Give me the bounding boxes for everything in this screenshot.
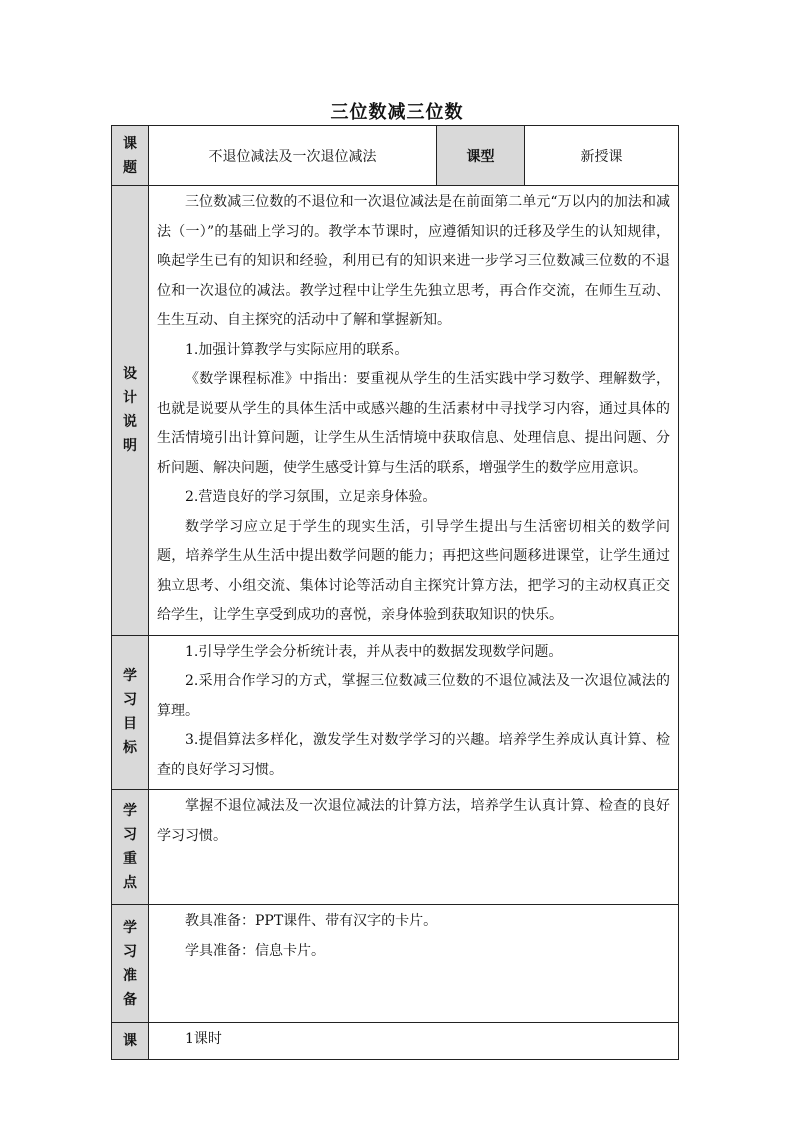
design-label: 设 计 说 明 (112, 186, 149, 636)
topic-row (112, 126, 679, 186)
lesson-type-label: 课型 (437, 126, 525, 186)
lesson-plan-table (111, 125, 679, 1060)
key-points-label: 学 习 重 点 (112, 790, 149, 905)
preparation-label: 学 习 准 备 (112, 905, 149, 1023)
lesson-type-value: 新授课 (525, 126, 679, 186)
hours-value: 1课时 (185, 1031, 222, 1047)
design-paragraph: 2.营造良好的学习氛围，立足亲身体验。 (185, 489, 437, 505)
hours-label: 课 (112, 1023, 149, 1060)
topic-value: 不退位减法及一次退位减法 (149, 126, 437, 186)
design-paragraph: 三位数减三位数的不退位和一次退位减法是在前面第二单元“万以内的加法和减法（一）”的基础上学习的。教学本节课时，应遵循知识的迁移及学生的认知规律，唤起学生已有的知识和经验，利用已有的知识来进一步学习三位数减三位数的不退位和一次退位的减法。教学过程中让学生先独立思考，再合作交流，在师生互动、生生互动、自主探究的活动中了解和掌握新知。 (157, 194, 670, 328)
key-points-row (112, 790, 679, 905)
design-content (149, 186, 679, 636)
key-points-content (149, 790, 679, 905)
hours-content (149, 1023, 679, 1060)
preparation-row (112, 905, 679, 1023)
hours-row (112, 1023, 679, 1060)
preparation-content (149, 905, 679, 1023)
objective-item: 3.提倡算法多样化，激发学生对数学学习的兴趣。培养学生养成认真计算、检查的良好学习习惯。 (157, 732, 670, 778)
objectives-label: 学 习 目 标 (112, 635, 149, 790)
preparation-item: 学具准备：信息卡片。 (185, 942, 325, 959)
design-paragraph: 数学学习应立足于学生的现实生活，引导学生提出与生活密切相关的数学问题，培养学生从生活中提出数学问题的能力；再把这些问题移进课堂，让学生通过独立思考、小组交流、集体讨论等活动自主探究计算方法，把学习的主动权真正交给学生，让学生享受到成功的喜悦，亲身体验到获取知识的快乐。 (157, 518, 670, 623)
design-row (112, 186, 679, 636)
key-point-item: 掌握不退位减法及一次退位减法的计算方法，培养学生认真计算、检查的良好学习习惯。 (157, 798, 670, 844)
design-paragraph: 《数学课程标准》中指出：要重视从学生的生活实践中学习数学、理解数学，也就是说要从学生的具体生活中或感兴趣的生活素材中寻找学习内容，通过具体的生活情境引出计算问题，让学生从生活情境中获取信息、处理信息、提出问题、分析问题、解决问题，使学生感受计算与生活的联系，增强学生的数学应用意识。 (157, 371, 670, 476)
objectives-content (149, 635, 679, 790)
page-title: 三位数减三位数 (330, 102, 464, 123)
design-paragraph: 1.加强计算教学与实际应用的联系。 (185, 341, 409, 358)
objectives-row (112, 635, 679, 790)
preparation-item: 教具准备：PPT课件、带有汉字的卡片。 (185, 913, 438, 929)
topic-label: 课 题 (112, 126, 149, 186)
objective-item: 1.引导学生学会分析统计表，并从表中的数据发现数学问题。 (185, 643, 563, 660)
objective-item: 2.采用合作学习的方式，掌握三位数减三位数的不退位减法及一次退位减法的算理。 (157, 673, 670, 719)
